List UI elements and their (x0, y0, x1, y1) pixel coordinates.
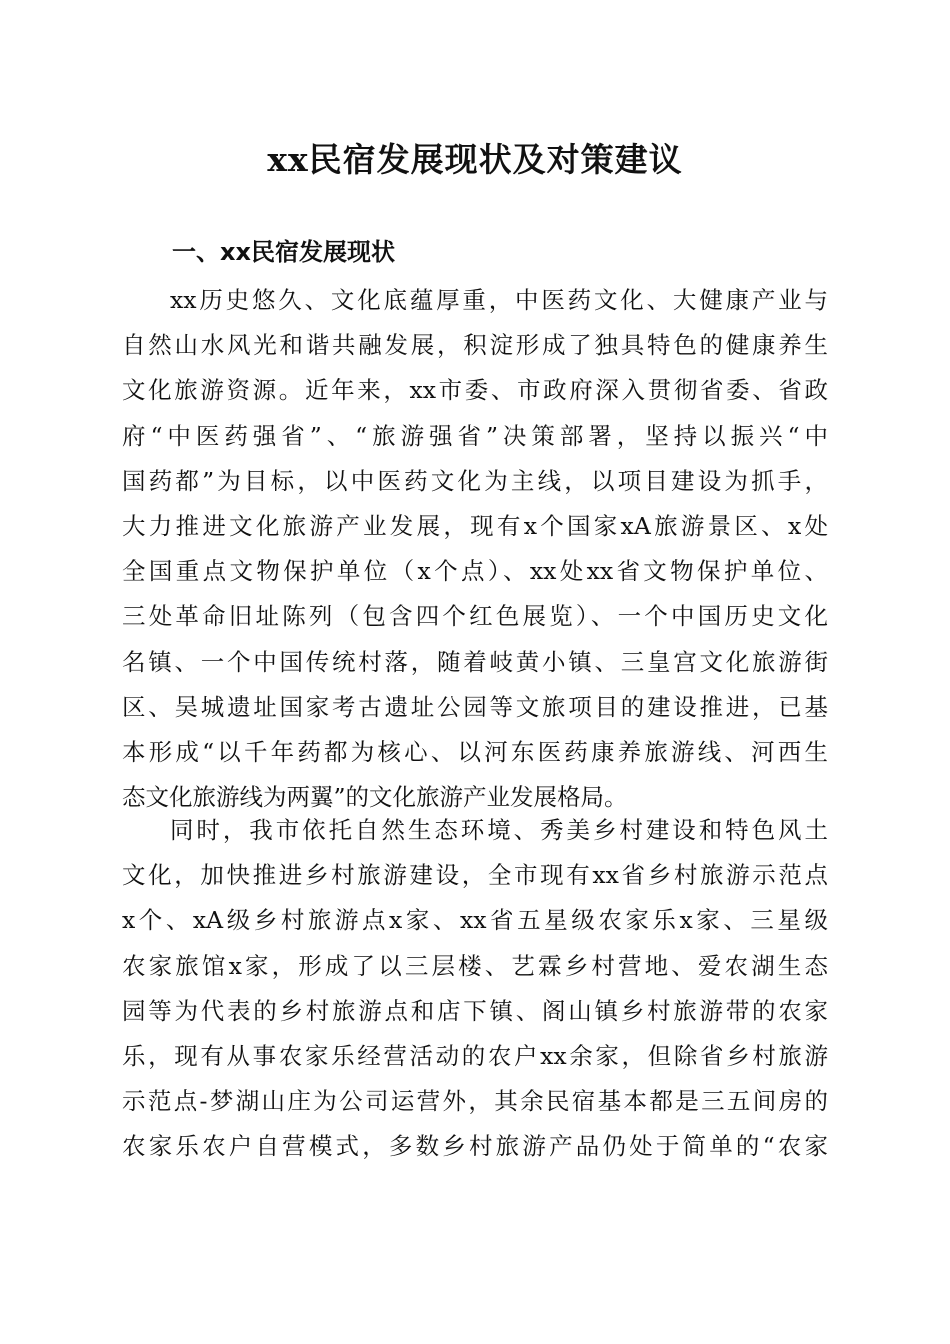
paragraph-line: xx历史悠久、文化底蕴厚重，中医药文化、大健康产业与 (170, 286, 828, 314)
paragraph-line: 自然山水风光和谐共融发展，积淀形成了独具特色的健康养生 (122, 331, 828, 360)
paragraph-line: 全国重点文物保护单位（x个点）、xx处xx省文物保护单位、 (122, 557, 828, 586)
paragraph-line: 园等为代表的乡村旅游点和店下镇、阁山镇乡村旅游带的农家 (122, 996, 828, 1025)
paragraph-line: 国药都”为目标，以中医药文化为主线，以项目建设为抓手， (122, 466, 828, 495)
section-heading: 一、xx民宿发展现状 (172, 238, 395, 266)
document-title: xx民宿发展现状及对策建议 (267, 140, 683, 179)
paragraph-line: x个、xA级乡村旅游点x家、xx省五星级农家乐x家、三星级 (122, 906, 828, 935)
paragraph-line: 三处革命旧址陈列（包含四个红色展览）、一个中国历史文化 (122, 602, 828, 631)
paragraph-2 (122, 808, 828, 1170)
paragraph-line: 态文化旅游线为两翼”的文化旅游产业发展格局。 (122, 783, 628, 812)
paragraph-line: 文化，加快推进乡村旅游建设，全市现有xx省乡村旅游示范点 (122, 861, 828, 890)
paragraph-line: 大力推进文化旅游产业发展，现有x个国家xA旅游景区、x处 (122, 511, 828, 540)
paragraph-line: 文化旅游资源。近年来，xx市委、市政府深入贯彻省委、省政 (122, 376, 828, 405)
paragraph-line: 农家乐农户自营模式，多数乡村旅游产品仍处于简单的“农家 (122, 1132, 828, 1161)
paragraph-line: 乐，现有从事农家乐经营活动的农户xx余家，但除省乡村旅游 (122, 1041, 828, 1070)
paragraph-line: 本形成“以千年药都为核心、以河东医药康养旅游线、河西生 (122, 737, 828, 766)
paragraph-line: 同时，我市依托自然生态环境、秀美乡村建设和特色风土 (170, 816, 828, 844)
paragraph-line: 府“中医药强省”、“旅游强省”决策部署，坚持以振兴“中 (122, 421, 828, 450)
paragraph-line: 名镇、一个中国传统村落，随着岐黄小镇、三皇宫文化旅游街 (122, 647, 828, 676)
paragraph-line: 示范点-梦湖山庄为公司运营外，其余民宿基本都是三五间房的 (122, 1087, 828, 1116)
paragraph-line: 农家旅馆x家，形成了以三层楼、艺霖乡村营地、爱农湖生态 (122, 951, 828, 980)
paragraph-1 (122, 278, 828, 820)
paragraph-line: 区、吴城遗址国家考古遗址公园等文旅项目的建设推进，已基 (122, 692, 828, 721)
